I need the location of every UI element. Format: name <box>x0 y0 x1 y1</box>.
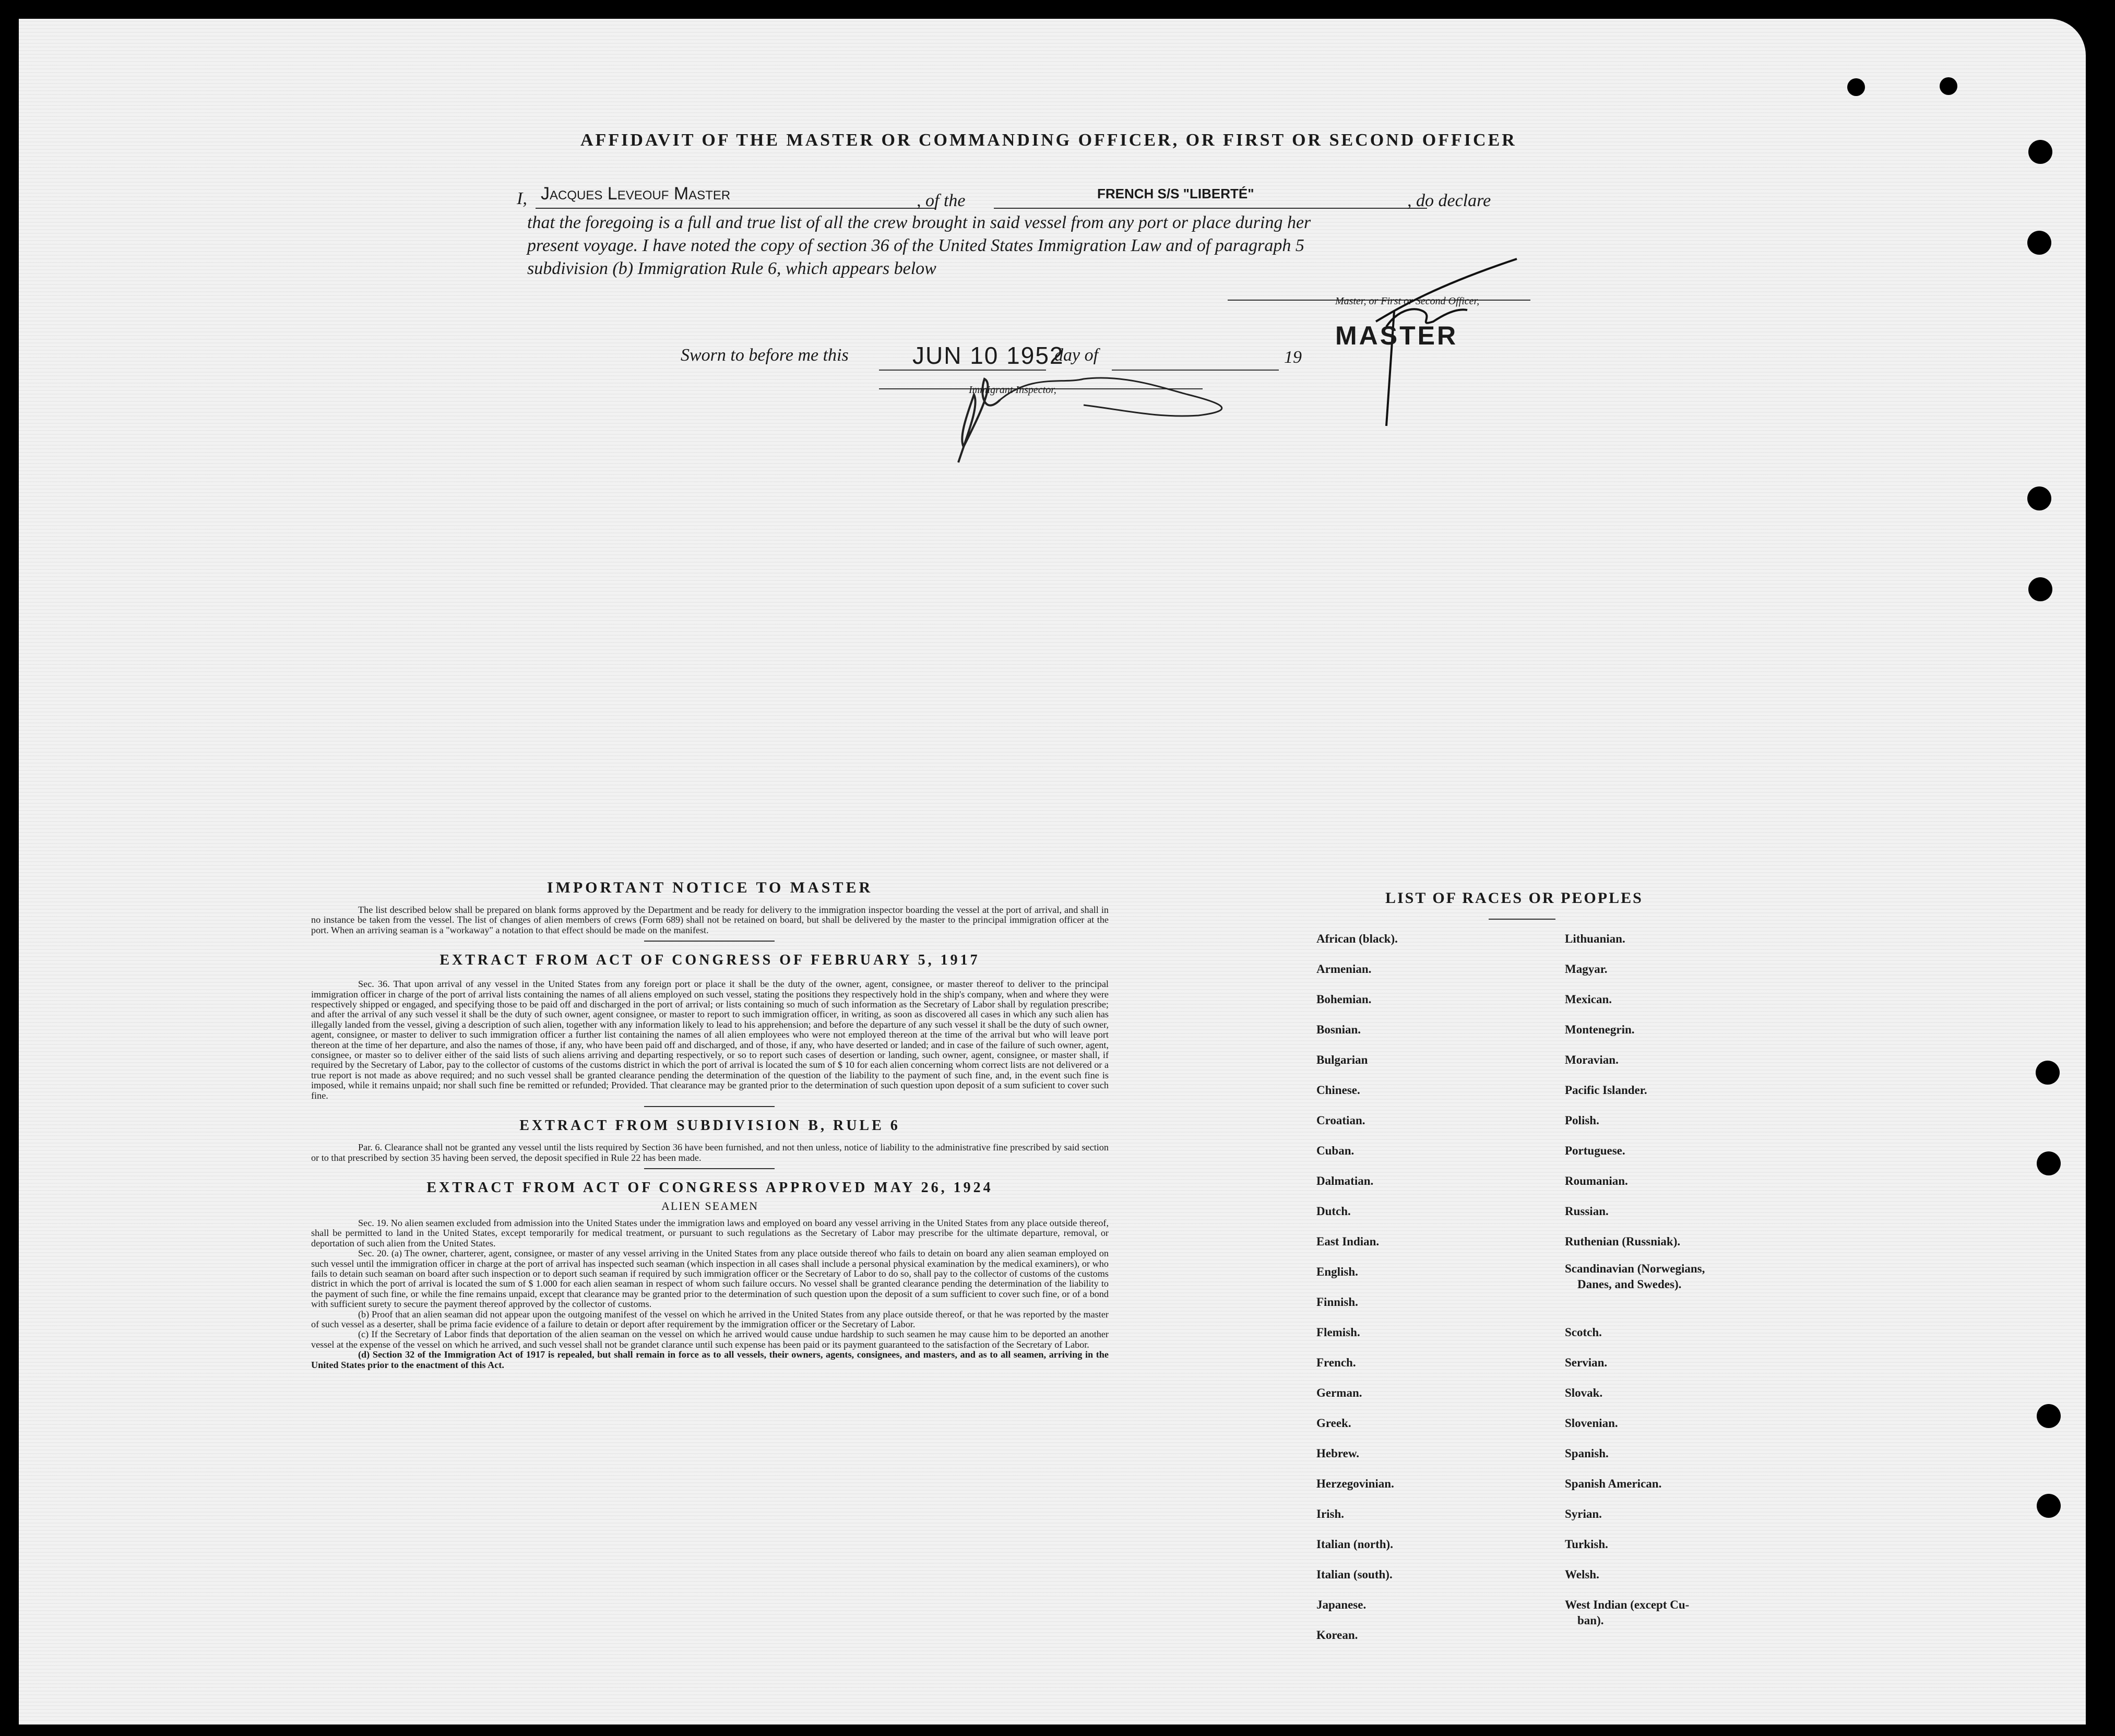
race-item: Slovenian. <box>1565 1417 1618 1430</box>
race-item: Magyar. <box>1565 962 1608 976</box>
sec-20b-body: (b) Proof that an alien seaman did not appear upon the outgoing manifest of the vessel on which he arrived in the United States from any place outside thereof, or that he was reported by the master of such vessel as a deserter, shall be prima facie evidence of a failure to detain or deport after requirement by the immigration officer or the Secretary of Labor. <box>311 1309 1109 1329</box>
race-item: Finnish. <box>1316 1295 1358 1309</box>
race-item: African (black). <box>1316 932 1398 945</box>
race-item: English. <box>1316 1265 1358 1278</box>
notice-body: The list described below shall be prepared on blank forms approved by the Department and be ready for delivery to the immigration inspector boarding the vessel at the port of arrival, and shall in no instance be taken from the vessel. The list of changes of alien members of crews (Form 689) shall not be retained on board, but shall be delivered by the master to the principal immigration officer at the port. When an arriving seaman is a "workaway" a notation to that effect should be made on the manifest. <box>311 905 1109 935</box>
race-item: Croatian. <box>1316 1114 1365 1127</box>
race-item: Dutch. <box>1316 1205 1351 1218</box>
race-item: Montenegrin. <box>1565 1023 1635 1036</box>
race-item: Bulgarian <box>1316 1053 1368 1066</box>
race-item: Polish. <box>1565 1114 1599 1127</box>
subdivision-b-body: Par. 6. Clearance shall not be granted any vessel until the lists required by Section 36 have been furnished, and not then unless, notice of liability to the administrative fine prescribed by said section or to that prescribed by section 35 having been served, the deposit specified in Rule 22 has been made. <box>311 1142 1109 1163</box>
race-item: Scotch. <box>1565 1326 1602 1339</box>
race-item: Servian. <box>1565 1356 1608 1369</box>
day-of-text: day of <box>1054 346 1099 365</box>
race-item: Moravian. <box>1565 1053 1619 1066</box>
extract-1924-subtitle: ALIEN SEAMEN <box>661 1199 758 1212</box>
document-page <box>19 19 2086 1725</box>
affidavit-line1-prefix: I, <box>517 189 527 208</box>
race-item: Japanese. <box>1316 1598 1367 1611</box>
extract-1924-title: EXTRACT FROM ACT OF CONGRESS APPROVED MAY 26, 1924 <box>426 1179 993 1196</box>
race-item: Chinese. <box>1316 1084 1360 1097</box>
race-item: Lithuanian. <box>1565 932 1625 945</box>
race-item: Turkish. <box>1565 1538 1608 1551</box>
inspector-caption: Immigrant Inspector, <box>969 384 1056 396</box>
affidavit-line4: subdivision (b) Immigration Rule 6, which appears below <box>527 259 936 278</box>
extract-1917-body: Sec. 36. That upon arrival of any vessel in the United States from any foreign port or place it shall be the duty of the owner, agent, consignee, or master thereof to deliver to the principal immigration officer in charge of the port of arrival lists containing the names of all aliens employed on such vessel, stating the positions they respectively hold in the ship's company, when and where they were respectively shipped or engaged, and specifying those to be paid off and discharged in the port of arrival; or lists containing so much of such information as the Secretary of Labor shall by regulation prescribe; and after the arrival of any such vessel it shall be the duty of such owner, agent consignee, or master to report to such immigration officer, in writing, as soon as discovered all cases in which any such alien has illegally landed from the vessel, giving a description of such alien, together with any information likely to lead to his apprehension; and before the departure of any such vessel it shall be the duty of such owner, agent, consignee, or master to deliver to such immigration officer a further list containing the names of all alien employees who were not employed thereon at the time of the arrival but who will leave port thereon at the time of her departure, and also the names of those, if any, who have been paid off and discharged, and of those, if any, who have deserted or landed; and in case of the failure of such owner, agent, consignee, or master so to deliver either of the said lists of such aliens arriving and departing respectively, or so to report such cases of desertion or landing, such owner, agent, consignee, or master shall, if required by the Secretary of Labor, pay to the collector of customs of the customs district in which the port of arrival is located the sum of $ 10 for each alien concerning whom correct lists are not delivered or a true report is not made as above required; and no such vessel shall be granted clearance pending the determination of the question of the liability to the payment of such fine, and, in the event such fine is imposed, while it remains unpaid; nor shall such fine be remitted or refunded; Provided. That clearance may be granted prior to the determination of such question upon deposit of a sum suficient to cover such fine. <box>311 979 1109 1101</box>
notice-block <box>311 879 1109 1370</box>
name-line <box>536 208 935 209</box>
affidavit-line3: present voyage. I have noted the copy of section 36 of the United States Immigration Law and of paragraph 5 <box>527 236 1304 255</box>
subdivision-b-title: EXTRACT FROM SUBDIVISION B, RULE 6 <box>519 1117 900 1134</box>
sworn-text: Sworn to before me this <box>681 346 849 365</box>
race-item: Portuguese. <box>1565 1144 1625 1157</box>
race-item: Mexican. <box>1565 993 1612 1006</box>
binder-hole <box>2036 1061 2060 1085</box>
race-item: East Indian. <box>1316 1235 1380 1248</box>
race-item: Korean. <box>1316 1628 1358 1642</box>
race-item: ban). <box>1577 1614 1604 1627</box>
officer-caption: Master, or First or Second Officer, <box>1335 295 1480 307</box>
binder-hole <box>2028 140 2052 164</box>
binder-hole <box>2037 1151 2061 1175</box>
binder-hole <box>1940 77 1957 95</box>
binder-hole <box>2028 577 2052 601</box>
race-item: Bosnian. <box>1316 1023 1361 1036</box>
race-item: Slovak. <box>1565 1386 1603 1399</box>
divider <box>644 1106 775 1107</box>
divider <box>644 941 775 942</box>
races-left-column <box>1316 931 1536 1651</box>
race-item: Bohemian. <box>1316 993 1372 1006</box>
extract-1917-title: EXTRACT FROM ACT OF CONGRESS OF FEBRUARY 5, 1917 <box>439 952 980 969</box>
affidavit-title: AFFIDAVIT OF THE MASTER OR COMMANDING OFFICER, OR FIRST OR SECOND OFFICER <box>580 130 1517 150</box>
race-item: Dalmatian. <box>1316 1174 1374 1187</box>
race-item: Italian (south). <box>1316 1568 1393 1581</box>
of-the-text: , of the <box>917 191 966 210</box>
race-item: Roumanian. <box>1565 1174 1628 1187</box>
race-item: Herzegovinian. <box>1316 1477 1394 1490</box>
races-right-column <box>1565 931 1836 1651</box>
sec-20d-body: (d) Section 32 of the Immigration Act of 1917 is repealed, but shall remain in force as to all vessels, their owners, agents, consignees, and masters, and as to all seamen, arriving in the United States prior to the enactment of this Act. <box>311 1349 1109 1370</box>
master-name: Jacques Leveouf Master <box>541 184 731 204</box>
race-item: Armenian. <box>1316 962 1372 976</box>
race-item: German. <box>1316 1386 1362 1399</box>
race-item: Russian. <box>1565 1205 1609 1218</box>
race-item: West Indian (except Cu- <box>1565 1598 1690 1611</box>
race-item: Flemish. <box>1316 1326 1360 1339</box>
sec-19-body: Sec. 19. No alien seamen excluded from admission into the United States under the immigration laws and employed on board any vessel arriving in the United States from any place outside thereof, shall be permitted to land in the United States, except temporarily for medical treatment, or pursuant to such regulations as the Secretary of Labor may prescribe for the ultimate departure, removal, or deportation of such alien from the United States. <box>311 1217 1109 1249</box>
race-item: Spanish American. <box>1565 1477 1662 1490</box>
divider <box>644 1168 775 1169</box>
binder-hole <box>2037 1404 2061 1428</box>
sec-20c-body: (c) If the Secretary of Labor finds that deportation of the alien seaman on the vessel on which he arrived would cause undue hardship to such seamen he may cause him to be deported an another vessel at the expense of the vessel on which he arrived, and such vessel shall not be grandet clarance until such expense has been paid or its payment guaranteed to the satisfaction of the Secretary of Labor. <box>311 1329 1109 1350</box>
binder-hole <box>1847 78 1865 96</box>
binder-hole <box>2037 1494 2061 1518</box>
race-item: Syrian. <box>1565 1507 1602 1520</box>
do-declare-text: , do declare <box>1407 191 1491 210</box>
race-item: Irish. <box>1316 1507 1345 1520</box>
sec-20a-body: Sec. 20. (a) The owner, charterer, agent, consignee, or master of any vessel arriving in the United States from any place outside thereof who fails to detain on board any alien seaman employed on such vessel until the immigration officer in charge at the port of arrival has inspected such seaman (which inspection in all cases shall include a personal physical examination by the medical examiners), or who fails to detain such seaman on board after such inspection or to deport such seaman if required by such immigration officer or the Secretary of Labor to do so, shall pay to the collector of customs of the customs district in which the port of arrival is located the sum of $ 1.000 for each alien seaman in respect of whom such failure occurs. No vessel shall be granted clearance pending the determination of the liability to the payment of such fine, or while the fine remains unpaid, except that clearance may be granted prior to the determination of such question upon the deposit of a sum sufficient to cover such fine, or of a bond with sufficient surety to secure the payment thereof approved by the collector of customs. <box>311 1248 1109 1310</box>
master-stamp: MASTER <box>1335 321 1458 350</box>
race-item: Pacific Islander. <box>1565 1084 1647 1097</box>
sworn-date-stamp: JUN 10 1952 <box>912 342 1064 369</box>
vessel-name: FRENCH S/S "LIBERTÉ" <box>1097 186 1254 201</box>
race-item: Italian (north). <box>1316 1538 1393 1551</box>
race-item: Danes, and Swedes). <box>1577 1278 1682 1291</box>
race-item: Scandinavian (Norwegians, <box>1565 1262 1705 1275</box>
race-item: Ruthenian (Russniak). <box>1565 1235 1681 1248</box>
race-item: Greek. <box>1316 1417 1351 1430</box>
race-item: Cuban. <box>1316 1144 1354 1157</box>
binder-hole <box>2027 231 2051 255</box>
notice-title: IMPORTANT NOTICE TO MASTER <box>546 879 873 896</box>
race-item: French. <box>1316 1356 1356 1369</box>
race-item: Hebrew. <box>1316 1447 1359 1460</box>
race-item: Spanish. <box>1565 1447 1609 1460</box>
races-title: LIST OF RACES OR PEOPLES <box>1385 889 1643 907</box>
inspector-signature <box>927 353 1261 468</box>
races-divider <box>1489 919 1555 920</box>
vessel-line <box>994 208 1427 209</box>
year-prefix: 19 <box>1284 348 1302 367</box>
race-item: Welsh. <box>1565 1568 1599 1581</box>
binder-hole <box>2027 486 2051 510</box>
affidavit-line2: that the foregoing is a full and true list of all the crew brought in said vessel from any port or place during her <box>527 213 1311 232</box>
